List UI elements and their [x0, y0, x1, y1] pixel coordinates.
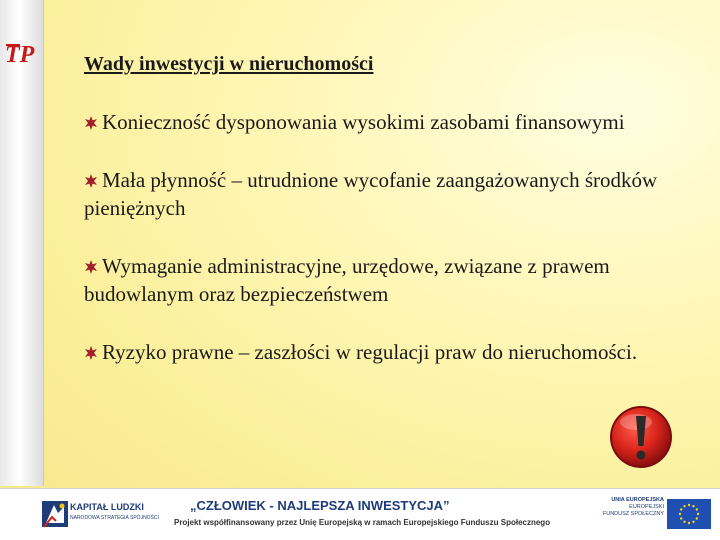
tp-logo-text: TP	[5, 42, 35, 68]
footer-slogan: „CZŁOWIEK - NAJLEPSZA INWESTYCJA”	[190, 498, 450, 513]
eu-star-icon	[680, 517, 682, 519]
eu-label-line3: FUNDUSZ SPOŁECZNY	[602, 511, 664, 517]
eu-star-icon	[688, 504, 690, 506]
eu-star-icon	[680, 508, 682, 510]
kapital-ludzki-subtitle: NARODOWA STRATEGIA SPÓJNOŚCI	[70, 515, 159, 521]
eu-star-icon	[696, 517, 698, 519]
bullet-text: Wymaganie administracyjne, urzędowe, związane z prawem budowlanym oraz bezpieczeństwem	[84, 254, 610, 306]
bullet-star-icon	[84, 260, 98, 274]
eu-star-icon	[692, 521, 694, 523]
kapital-ludzki-name: KAPITAŁ LUDZKI	[70, 502, 144, 512]
eu-star-icon	[688, 522, 690, 524]
eu-label-line2: EUROPEJSKI	[629, 504, 664, 510]
footer-project-note: Projekt współfinansowany przez Unię Europejską w ramach Europejskiego Funduszu Społecznego	[174, 518, 551, 527]
slide-title: Wady inwestycji w nieruchomości	[84, 53, 374, 75]
bullet-item	[84, 338, 674, 366]
kapital-ludzki-logo-icon	[40, 497, 70, 531]
eu-star-icon	[683, 521, 685, 523]
eu-star-icon	[697, 513, 699, 515]
eu-star-icon	[679, 513, 681, 515]
bullet-text: Mała płynność – utrudnione wycofanie zaangażowanych środków pieniężnych	[84, 168, 658, 220]
tp-logo	[4, 40, 44, 68]
bullet-item	[84, 252, 674, 308]
eu-label-line1: UNIA EUROPEJSKA	[611, 497, 664, 503]
bullet-list	[84, 108, 674, 396]
eu-star-icon	[696, 508, 698, 510]
bullet-text: Ryzyko prawne – zaszłości w regulacji praw do nieruchomości.	[102, 340, 638, 364]
bullet-star-icon	[84, 346, 98, 360]
bullet-star-icon	[84, 116, 98, 130]
eu-flag-icon	[667, 499, 711, 529]
eu-label	[592, 497, 664, 518]
bullet-item	[84, 108, 674, 136]
bullet-star-icon	[84, 174, 98, 188]
eu-star-icon	[692, 505, 694, 507]
left-side-bar	[0, 0, 44, 486]
warning-icon	[608, 404, 674, 470]
footer-bar	[0, 488, 720, 540]
bullet-item	[84, 166, 674, 222]
bullet-text: Konieczność dysponowania wysokimi zasobami finansowymi	[102, 110, 625, 134]
eu-star-icon	[683, 505, 685, 507]
